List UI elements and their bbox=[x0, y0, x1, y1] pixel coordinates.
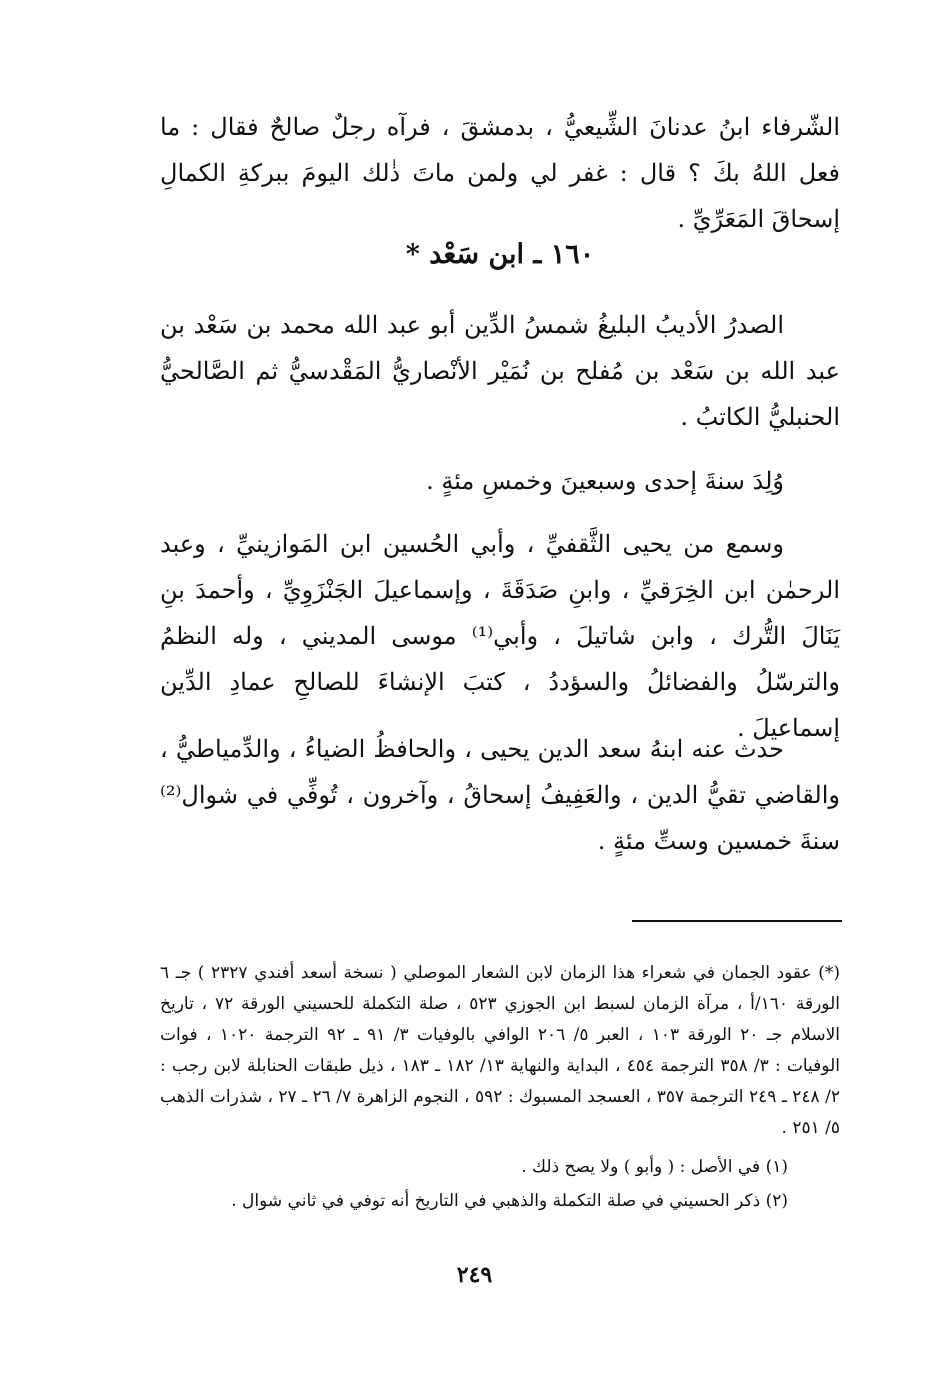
entry-paragraph-students: حدث عنه ابنهُ سعد الدين يحيى ، والحافظُ الضياءُ ، والدِّمياطيُّ ، والقاضي تقيُّ الدين ، والعَفِيفُ إسحاقُ ، وآخرون ، تُوفِّي في شوال⁽²⁾ سنةَ خمسين وستِّ مئةٍ . bbox=[160, 735, 840, 855]
footnote-1: (١) في الأصل : ( وأبو ) ولا يصح ذلك . bbox=[521, 1157, 788, 1177]
entry-paragraph-teachers: وسمع من يحيى الثَّقفيِّ ، وأبي الحُسين ابن المَوازينيِّ ، وعبد الرحمٰن ابن الخِرَقيِّ ، وابنِ صَدَقَةَ ، وإسماعيلَ الجَنْزَوِيِّ ، وأحمدَ بنِ يَنَالَ التُّرك ، وابن شاتيلَ ، وأبي⁽¹⁾ موسى المديني ، وله النظمُ والترسّلُ والفضائلُ والسؤددُ ، كتبَ الإنشاءَ للصالحِ عمادِ الدِّين إسماعيلَ . bbox=[160, 530, 840, 742]
page-number: ٢٤٩ bbox=[456, 1262, 493, 1288]
entry-paragraph-birth: وُلِدَ سنةَ إحدى وسبعينَ وخمسِ مئةٍ . bbox=[426, 467, 784, 495]
continuation-paragraph: الشّرفاء ابنُ عدنانَ الشِّيعيُّ ، بدمشقَ ، فرآه رجلٌ صالحٌ فقال : ما فعل اللهُ بكَ ؟ قال : غفر لي ولمن ماتَ ذٰلك اليومَ ببركةِ الكمالِ إسحاقَ المَعَرِّيِّ . bbox=[160, 113, 840, 233]
footnote-separator bbox=[632, 920, 842, 922]
entry-title: ١٦٠ ـ ابن سَعْد * bbox=[405, 239, 595, 270]
footnote-sources: (*) عقود الجمان في شعراء هذا الزمان لابن الشعار الموصلي ( نسخة أسعد أفندي ٢٣٢٧ ) جـ ٦ الورقة ١٦٠/أ ، مرآة الزمان لسبط ابن الجوزي ٥٢٣ ، صلة التكملة للحسيني الورقة ٧٢ ، تاريخ الاسلام جـ ٢٠ الورقة ١٠٣ ، العبر ٥/ ٢٠٦ الوافي بالوفيات ٣/ ٩١ ـ ٩٢ الترجمة ١٠٢٠ ، فوات الوفيات : ٣/ ٣٥٨ الترجمة ٤٥٤ ، البداية والنهاية ١٣/ ١٨٢ ـ ١٨٣ ، ذيل طبقات الحنابلة لابن رجب : ٢/ ٢٤٨ ـ ٢٤٩ الترجمة ٣٥٧ ، العسجد المسبوك : ٥٩٢ ، النجوم الزاهرة ٧/ ٢٦ ـ ٢٧ ، شذرات الذهب ٥/ ٢٥١ . bbox=[160, 963, 840, 1138]
entry-paragraph-name: الصدرُ الأديبُ البليغُ شمسُ الدِّين أبو عبد الله محمد بن سَعْد بن عبد الله بن سَعْد بن مُفلح بن نُمَيْر الأنْصاريُّ المَقْدسيُّ ثم الصَّالحيُّ الحنبليُّ الكاتبُ . bbox=[160, 311, 840, 431]
footnote-2: (٢) ذكر الحسيني في صلة التكملة والذهبي في التاريخ أنه توفي في ثاني شوال . bbox=[231, 1191, 788, 1211]
